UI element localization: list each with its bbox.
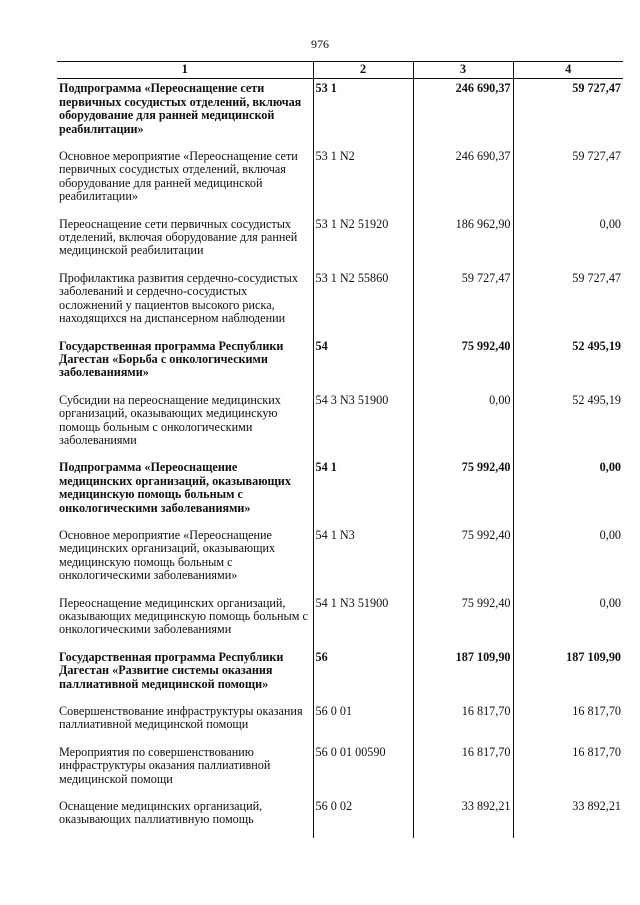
row-name: Государственная программа Республики Дагестан «Борьба с онкологическими заболеваниями» <box>59 338 284 380</box>
budget-table <box>57 61 623 838</box>
table-row <box>57 391 623 459</box>
row-amount-col4: 16 817,70 <box>513 702 623 743</box>
table-row <box>57 743 623 797</box>
column-header-1: 1 <box>57 62 313 79</box>
table-row <box>57 594 623 648</box>
row-code: 54 1 N3 51900 <box>313 594 413 648</box>
row-code: 56 0 01 00590 <box>313 743 413 797</box>
row-code: 53 1 N2 51920 <box>313 215 413 269</box>
table-header-row <box>57 62 623 79</box>
row-amount-col4: 187 109,90 <box>513 648 623 702</box>
row-amount-col3: 246 690,37 <box>413 147 513 215</box>
row-amount-col4: 0,00 <box>513 526 623 594</box>
row-amount-col4: 59 727,47 <box>513 147 623 215</box>
row-amount-col4: 33 892,21 <box>513 797 623 838</box>
row-name: Совершенствование инфраструктуры оказания паллиативной медицинской помощи <box>59 704 303 732</box>
row-name: Основное мероприятие «Переоснащение сети первичных сосудистых отделений, включая оборудование для ранней медицинской реабилитации» <box>59 149 298 204</box>
page-number: 976 <box>311 37 329 51</box>
row-name: Подпрограмма «Переоснащение сети первичных сосудистых отделений, включая оборудование для ранней медицинской реабилитации» <box>59 81 302 136</box>
table-row <box>57 702 623 743</box>
row-amount-col3: 16 817,70 <box>413 702 513 743</box>
table-row <box>57 79 623 147</box>
row-amount-col3: 16 817,70 <box>413 743 513 797</box>
row-amount-col4: 0,00 <box>513 594 623 648</box>
row-code: 54 1 N3 <box>313 526 413 594</box>
row-amount-col4: 0,00 <box>513 458 623 526</box>
row-name: Подпрограмма «Переоснащение медицинских организаций, оказывающих медицинскую помощь больным с онкологическими заболеваниями» <box>59 460 291 515</box>
row-code: 53 1 <box>313 79 413 147</box>
row-amount-col4: 59 727,47 <box>513 269 623 337</box>
row-amount-col3: 75 992,40 <box>413 337 513 391</box>
row-code: 53 1 N2 <box>313 147 413 215</box>
row-amount-col3: 75 992,40 <box>413 526 513 594</box>
row-amount-col3: 75 992,40 <box>413 458 513 526</box>
row-amount-col3: 0,00 <box>413 391 513 459</box>
row-amount-col3: 186 962,90 <box>413 215 513 269</box>
row-amount-col4: 16 817,70 <box>513 743 623 797</box>
row-amount-col3: 33 892,21 <box>413 797 513 838</box>
row-name: Переоснащение сети первичных сосудистых отделений, включая оборудование для ранней медицинской реабилитации <box>59 216 298 258</box>
table-row <box>57 337 623 391</box>
row-code: 56 <box>313 648 413 702</box>
row-code: 54 1 <box>313 458 413 526</box>
table-row <box>57 797 623 838</box>
table-row <box>57 147 623 215</box>
column-header-4: 4 <box>513 62 623 79</box>
row-name: Оснащение медицинских организаций, оказывающих паллиативную помощь <box>59 799 263 827</box>
column-header-2: 2 <box>313 62 413 79</box>
row-amount-col4: 59 727,47 <box>513 79 623 147</box>
row-code: 54 3 N3 51900 <box>313 391 413 459</box>
row-name: Государственная программа Республики Дагестан «Развитие системы оказания паллиативной медицинской помощи» <box>59 649 284 691</box>
row-amount-col3: 75 992,40 <box>413 594 513 648</box>
table-row <box>57 269 623 337</box>
row-amount-col3: 246 690,37 <box>413 79 513 147</box>
row-code: 54 <box>313 337 413 391</box>
row-code: 53 1 N2 55860 <box>313 269 413 337</box>
row-amount-col3: 59 727,47 <box>413 269 513 337</box>
table-row <box>57 648 623 702</box>
table-row <box>57 215 623 269</box>
row-amount-col4: 52 495,19 <box>513 391 623 459</box>
table-row <box>57 526 623 594</box>
row-amount-col3: 187 109,90 <box>413 648 513 702</box>
row-name: Профилактика развития сердечно-сосудистых заболеваний и сердечно-сосудистых осложнений у пациентов высокого риска, находящихся на диспансерном наблюдении <box>59 270 298 326</box>
row-code: 56 0 01 <box>313 702 413 743</box>
row-amount-col4: 52 495,19 <box>513 337 623 391</box>
row-name: Субсидии на переоснащение медицинских организаций, оказывающих медицинскую помощь больным с онкологическими заболеваниями <box>59 392 281 447</box>
row-amount-col4: 0,00 <box>513 215 623 269</box>
row-name: Мероприятия по совершенствованию инфраструктуры оказания паллиативной медицинской помощи <box>59 744 271 786</box>
row-name: Основное мероприятие «Переоснащение медицинских организаций, оказывающих медицинскую помощь больным с онкологическими заболеваниями» <box>59 527 276 583</box>
row-name: Переоснащение медицинских организаций, оказывающих медицинскую помощь больным с онкологическими заболеваниями <box>59 595 308 637</box>
column-header-3: 3 <box>413 62 513 79</box>
table-body <box>57 79 623 838</box>
row-code: 56 0 02 <box>313 797 413 838</box>
table-row <box>57 458 623 526</box>
